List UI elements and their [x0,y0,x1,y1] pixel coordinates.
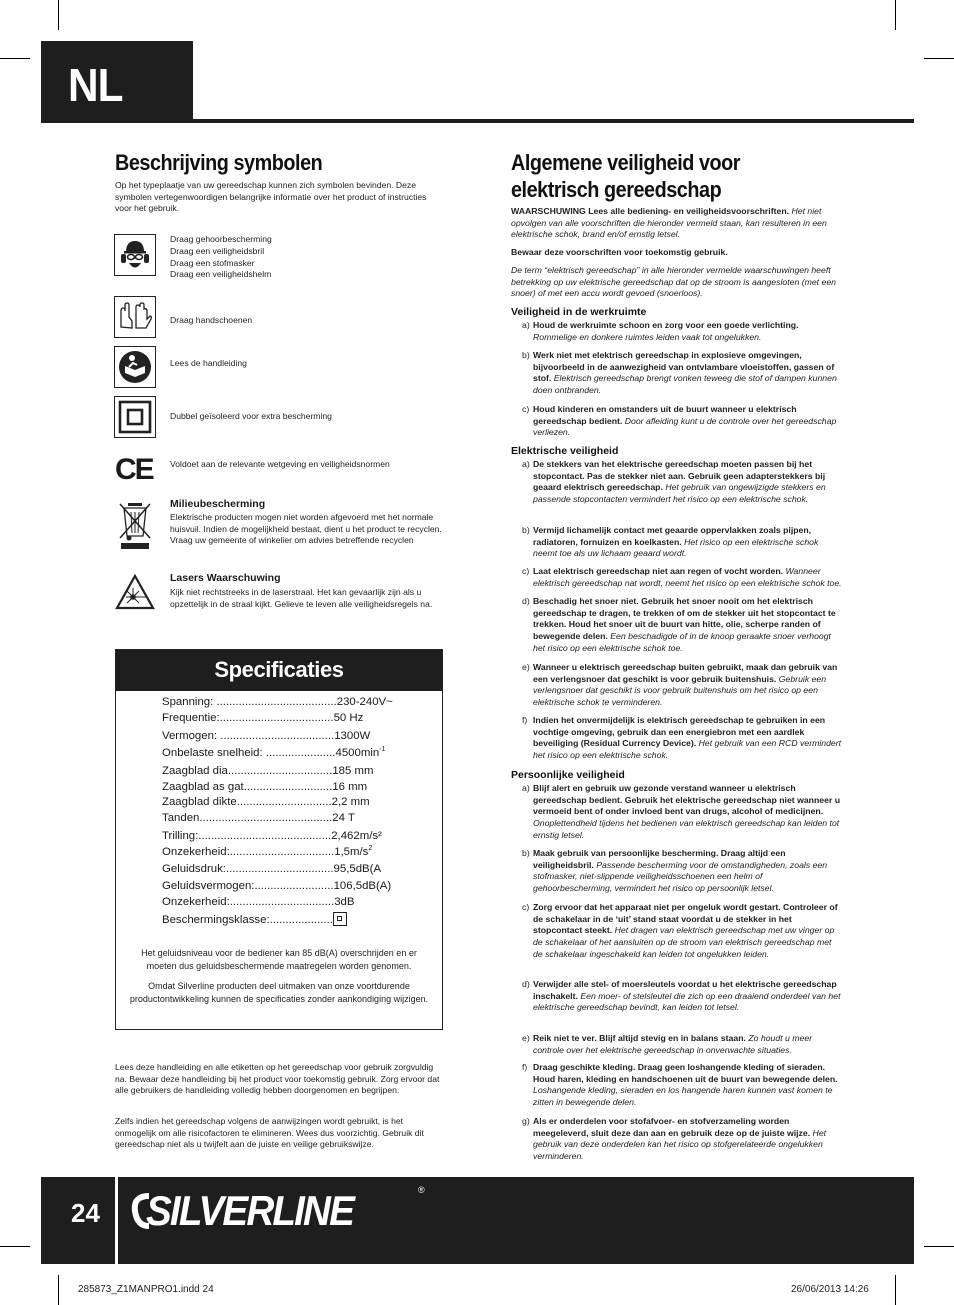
item-bold: De stekkers van het elektrische gereedschap moeten passen bij het stopcontact. Pas de stekker niet aan. Gebruik geen adapterstekkers bij geaard elektrisch gereedschap. [533,459,826,493]
gloves-icon [114,296,156,338]
ce-label: Voldoet aan de relevante wetgeving en veiligheidsnormen [170,459,390,469]
item-bold: Verwijder alle stel- of moersleutels voordat u het elektrische gereedschap inschakelt. [533,979,837,1001]
item-italic: Gebruik een verlengsnoer dat geschikt is voor gebruik buitenshuis om het risico op een elektrische schok te verminderen. [533,673,827,708]
spec-value: 2,2 mm [331,796,370,808]
item-bold: Werk niet met elektrisch gereedschap in explosieve omgevingen, bijvoorbeeld in de aanwezigheid van ontvlambare vloeistoffen, gassen of stof. [533,350,835,384]
ppe-label: Draag een stofmasker [170,257,255,268]
spec-label: Zaagblad as gat............................ [162,781,333,793]
list-item [511,715,843,762]
item-italic: Het gebruik van ongewijzigde stekkers en passende stopcontacten vermindert het risico op een elektrische schok. [533,482,826,505]
item-italic: Loshangende kleding, sieraden en los hangende haren kunnen vast komen te zitten in bewegende delen. [533,1085,833,1108]
risk-paragraph: Zelfs indien het gereedschap volgens de aanwijzingen wordt gebruikt, is het onmogelijk om alle risicofactoren te elimineren. Wees dus voorzichtig. Gebruik dit gereedschap niet als u twijfelt aan de juiste en veilige gebruikswijze. [115,1116,424,1150]
item-letter: c) [522,404,530,414]
laser-title: Lasers Waarschuwing [170,572,281,584]
spec-value: 3dB [334,896,355,908]
item-italic: Wanneer elektrisch gereedschap nat wordt, neemt het risico op een elektrische schok toe. [533,566,842,588]
item-bold: Wanneer u elektrisch gereedschap buiten gebruikt, maak dan gebruik van een verlengsnoer dat geschikt is voor gebruik buitenshuis. [533,662,838,684]
item-bold: Indien het onvermijdelijk is elektrisch gereedschap te gebruiken in een vochtige omgeving, gebruik dan een energiebron met een aardlek beveiliging (Residual Currency Device). [533,715,826,749]
spec-row [162,696,393,708]
spec-row [162,712,363,724]
spec-value: 16 mm [332,781,368,793]
ppe-icon [114,234,156,276]
crop-mark [895,1275,896,1305]
spec-row [162,896,354,908]
crop-mark [0,58,30,59]
safety-title-line-2: elektrisch gereedschap [511,177,722,202]
manual-icon [114,346,156,388]
item-letter: b) [522,350,530,360]
item-italic: Zo houdt u meer controle over het elektrische gereedschap in onverwachte situaties. [533,1033,813,1055]
spec-label: Beschermingsklasse:.................... [162,914,333,926]
spec-row [162,781,367,793]
spec-label: Vermogen: .................................... [162,730,335,742]
spec-row [162,730,370,742]
item-italic: Onoplettendheid tijdens het bedienen van elektrisch gereedschap kan leiden tot ernstig letsel. [533,818,840,840]
item-italic: Het risico op een elektrische schok neemt toe als uw lichaam geaard wordt. [533,536,819,559]
spec-value: 24 T [332,812,355,824]
symbols-title: Beschrijving symbolen [115,150,323,175]
item-italic: Het dragen van elektrisch gereedschap met uw vinger op de schakelaar of het aansluiten op de stroom van elektrisch gereedschap met de schakelaar ingeschakeld kan leiden tot ongelukken leiden. [533,925,835,959]
gloves-label: Draag handschoenen [170,315,253,325]
item-bold: Reik niet te ver. Blijf altijd stevig en in balans staan. [533,1033,746,1043]
item-italic: Het gebruik van een RCD vermindert het risico op een elektrische schok. [533,738,842,761]
print-file-info: 285873_Z1MANPRO1.indd 24 [78,1284,214,1295]
list-item [511,1033,843,1056]
item-bold: Houd de werkruimte schoon en zorg voor een goede verlichting. [533,320,799,330]
spec-value: 50 Hz [333,712,364,724]
item-bold: Blijf alert en gebruik uw gezonde verstand wanneer u elektrisch gereedschap bedient. Gebruik het elektrische gereedschap niet wanneer u vermoeid bent of onder invloed bent van drugs, alcohol of medicijnen. [533,783,841,817]
list-item [511,783,843,842]
item-italic: Een moer- of stelsleutel die zich op een draaiend onderdeel van het elektrische gereedschap bevindt, kan leiden tot letsel. [533,990,841,1013]
env-text: Elektrische producten mogen niet worden afgevoerd met het normale huisvuil. Indien de mogelijkheid bestaat, dient u het product te recyclen. Vraag uw gemeente of winkelier om advies betreffende recyclen [170,512,442,546]
list-item [511,848,843,895]
warning-italic: Het niet opvolgen van alle voorschriften die hieronder vermeld staan, kan resulteren in een elektrische schok, brand en/of ernstig letsel. [511,206,827,240]
weee-bin-icon [117,500,153,552]
footer-divider [115,1177,118,1264]
ppe-labels [170,234,272,281]
env-title: Milieubescherming [170,498,266,510]
spec-value: 185 mm [332,765,374,777]
spec-label: Onzekerheid:................................. [162,896,335,908]
spec-noise-note: Het geluidsniveau voor de bediener kan 85 dB(A) overschrijden en er moeten dus geluidsbeschermende maatregelen worden genomen. [141,948,417,971]
spec-row [162,863,381,875]
spec-label: Geluidsvermogen:......................... [162,880,334,892]
safety-title-line-1: Algemene veiligheid voor [511,150,741,175]
page-number: 24 [71,1198,100,1228]
item-italic: Het gebruik van deze onderdelen kan het risico op stofgerelateerde ongelukken verminderen. [533,1127,827,1162]
item-bold: Zorg ervoor dat het apparaat niet per ongeluk wordt gestart. Controleer of de schakelaar in de ‘uit’ stand staat voordat u de stekker in het stopcontact steekt. [533,902,838,936]
electrical-title: Elektrische veiligheid [511,445,619,457]
term-definition: De term “elektrisch gereedschap” in alle hieronder vermelde waarschuwingen heeft betrekking op uw elektrische gereedschap dat op de stroom is aangesloten (met een snoer) of met een accu wordt gevoed (snoerloos). [511,265,837,299]
item-bold: Draag geschikte kleding. Draag geen loshangende kleding of sieraden. Houd haren, kleding en handschoenen uit de buurt van bewegende delen. [533,1062,838,1084]
spec-row [162,746,385,759]
item-italic: Elektrisch gereedschap brengt vonken teweeg die stof of dampen kunnen doen ontbranden. [533,373,837,396]
list-item [511,979,843,1014]
list-item [511,404,843,439]
item-letter: g) [522,1116,530,1126]
spec-row [162,912,347,926]
spec-label: Geluidsdruk:.................................. [162,863,334,875]
list-item [511,566,843,589]
item-letter: f) [522,715,528,725]
item-bold: Maak gebruik van persoonlijke bescherming. Draag altijd een veiligheidsbril. [533,848,786,870]
list-item [511,350,843,397]
spec-value: 95,5dB(A [333,863,382,875]
item-italic: Passende bescherming voor de omstandigheden, zoals een stofmasker, niet-slippende veiligheidsschoenen een helm of gehoorbescherming, vermindert het risico op persoonlijk letsel. [533,859,828,894]
item-bold: Houd kinderen en omstanders uit de buurt wanneer u elektrisch gereedschap bedient. [533,404,797,426]
spec-row [162,765,373,777]
item-letter: c) [522,902,530,912]
spec-value: 230-240V~ [336,696,393,708]
warning-block [511,206,843,241]
spec-value: 1300W [334,730,371,742]
item-letter: a) [522,783,530,793]
item-letter: a) [522,320,530,330]
specifications-panel [115,649,443,1030]
laser-warning-icon [115,574,155,610]
spec-row [162,830,382,842]
warning-bold: WAARSCHUWING Lees alle bediening- en veiligheidsvoorschriften. [511,206,790,216]
ppe-label: Draag een veiligheidsbril [170,245,265,256]
item-bold: Vermijd lichamelijk contact met geaarde oppervlakken zoals pijpen, radiatoren, fornuizen en koelkasten. [533,525,812,547]
item-letter: b) [522,525,530,535]
crop-mark [0,1246,30,1247]
manual-label: Lees de handleiding [170,358,247,368]
item-bold: Als er onderdelen voor stofafvoer- en stofverzameling worden meegeleverd, sluit deze dan aan en gebruik deze op de juiste wijze. [533,1116,811,1138]
crop-mark [895,0,896,30]
item-letter: b) [522,848,530,858]
spec-sup: -1 [379,746,386,753]
ppe-label: Draag gehoorbescherming [170,234,272,244]
spec-change-note: Omdat Silverline producten deel uitmaken van onze voortdurende productontwikkeling kunnen de specificaties zonder aankondiging wijzigen. [129,981,429,1004]
crop-mark [924,1246,954,1247]
list-item [511,320,843,343]
header-rule [41,119,914,123]
item-letter: a) [522,459,530,469]
item-letter: e) [522,1033,530,1043]
spec-label: Onzekerheid:................................. [162,845,335,858]
silverline-logo-text: SILVERLINE [146,1187,354,1234]
spec-label: Frequentie:.................................... [162,712,334,724]
spec-row [162,796,370,808]
spec-row [162,812,355,824]
list-item [511,459,843,506]
list-item [511,662,843,709]
list-item [511,902,843,961]
item-letter: c) [522,566,530,576]
list-item [511,525,843,560]
intro-paragraph: Lees deze handleiding en alle etiketten op het gereedschap voor gebruik zorgvuldig na. Bewaar deze handleiding bij het product voor toekomstig gebruik. Zorg ervoor dat alle gebruikers de handleiding volledig hebben doorgenomen en begrijpen. [115,1062,440,1096]
spec-value: 2,462m/s² [331,830,382,842]
list-item [511,1116,843,1163]
item-bold: Laat elektrisch gereedschap niet aan regen of vocht worden. [533,566,784,576]
double-insulated-small-icon [333,912,347,926]
spec-value: 4500min [335,746,380,759]
spec-row [162,880,391,892]
specifications-title: Specificaties [214,657,344,682]
double-insulated-label: Dubbel geïsoleerd voor extra bescherming [170,411,332,421]
spec-value: 1,5m/s [334,845,369,858]
double-insulated-icon [114,396,156,438]
item-letter: e) [522,662,530,672]
keep-instructions: Bewaar deze voorschriften voor toekomstig gebruik. [511,247,728,257]
item-bold: Beschadig het snoer niet. Gebruik het snoer nooit om het elektrisch gereedschap te dragen, te trekken of om de stekker uit het stopcontact te trekken. Houd het snoer uit de buurt van hitte, olie, scherpe randen of bewegende delen. [533,596,836,642]
spec-label: Trilling:.......................................... [162,830,332,842]
symbols-intro: Op het typeplaatje van uw gereedschap kunnen zich symbolen bevinden. Deze symbolen vertegenwoordigen belangrijke informatie over het product of instructies voor het gebruik. [115,180,427,214]
item-italic: Rommelige en donkere ruimtes leiden vaak tot ongelukken. [533,331,762,342]
registered-mark: ® [418,1185,425,1195]
spec-label: Zaagblad dikte.............................. [162,796,332,808]
personal-title: Persoonlijke veiligheid [511,769,625,781]
specifications-header [116,650,442,691]
ppe-label: Draag een veiligheidshelm [170,269,272,280]
crop-mark [58,0,59,30]
spec-label: Zaagblad dia................................. [162,765,333,777]
item-letter: f) [522,1062,528,1072]
work-area-title: Veiligheid in de werkruimte [511,306,647,318]
spec-label: Tanden.......................................... [162,812,333,824]
laser-text: Kijk niet rechtstreeks in de laserstraal. Het kan gevaarlijk zijn als u opzettelijk in de straal kijkt. Gelieve te leven alle veiligheidsregels na. [170,587,433,609]
spec-sup: 2 [368,845,373,852]
spec-row [162,845,372,858]
language-code: NL [68,59,123,111]
item-letter: d) [522,979,530,989]
item-italic: Door afleiding kunt u de controle over het gereedschap verliezen. [533,415,837,438]
spec-value: 106,5dB(A) [333,880,392,892]
list-item [511,596,843,655]
crop-mark [58,1275,59,1305]
list-item [511,1062,843,1109]
item-italic: Een beschadigde of in de knoop geraakte snoer verhoogt het risico op een elektrische schok toe. [533,631,831,653]
crop-mark [924,58,954,59]
item-letter: d) [522,596,530,606]
spec-label: Onbelaste snelheid: ...................... [162,746,336,759]
ce-mark-icon: CE [115,453,153,486]
print-date: 26/06/2013 14:26 [791,1284,869,1295]
spec-label: Spanning: ...................................... [162,696,337,708]
